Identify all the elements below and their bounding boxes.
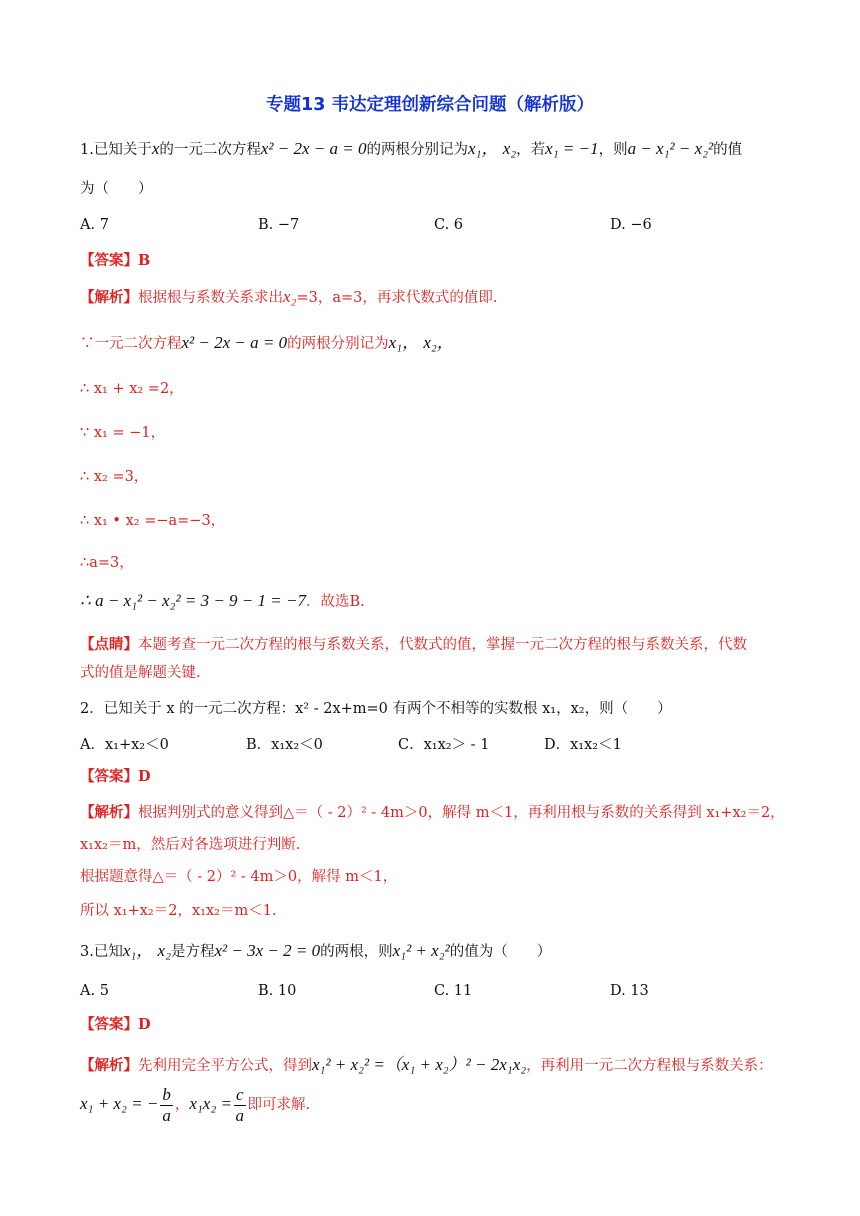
- q2-analysis-line-3: 根据题意得△＝（ - 2）² - 4m＞0，解得 m＜1，: [80, 869, 398, 885]
- q2-analysis-line-1: 【解析】根据判别式的意义得到△＝（ - 2）² - 4m＞0，解得 m＜1，再利用根与系数的关系得到 x₁+x₂＝2，: [80, 804, 785, 821]
- q2-option-d: D．x₁x₂＜1: [544, 737, 622, 753]
- q1-step-4: ∴ x₂ =3，: [80, 469, 149, 485]
- q3-analysis-line-2: x₁ + x₂ = − $\frac{b}{a}$ ，x₁x₂ = $\frac{c}{a}$ 即可求解.: [80, 1084, 311, 1125]
- q2-analysis-line-2: x₁x₂＝m，然后对各选项进行判断.: [80, 837, 301, 853]
- q2-analysis-line-4: 所以 x₁+x₂＝2，x₁x₂＝m＜1.: [80, 903, 277, 919]
- q3-equation: x² − 3x − 2 = 0: [214, 941, 321, 960]
- q1-step-5: ∴ x₁ • x₂ =−a=−3，: [80, 513, 226, 529]
- q3-answer: 【答案】D: [80, 1016, 151, 1033]
- document-title: 专题13 韦达定理创新综合问题（解析版）: [266, 95, 594, 115]
- q3-option-c: C. 11: [434, 983, 473, 999]
- q1-stem-line-1: 1.已知关于x的一元二次方程x² − 2x − a = 0的两根分别记为x₁， x₂，若x₁ = −1，则a − x₁² − x₂²的值: [80, 139, 743, 158]
- q3-option-d: D. 13: [610, 983, 649, 999]
- fraction-b-over-a: $\frac{b}{a}$: [162, 1084, 171, 1125]
- q1-answer: 【答案】B: [80, 252, 151, 269]
- q1-comment-line-2: 式的值是解题关键.: [80, 665, 201, 681]
- q1-step-7: ∴ a − x₁² − x₂² = 3 − 9 − 1 = −7．故选B.: [80, 591, 365, 610]
- q3-option-a: A. 5: [80, 983, 109, 999]
- q1-comment-line-1: 【点睛】本题考查一元二次方程的根与系数关系，代数式的值，掌握一元二次方程的根与系数关系，代数: [80, 636, 747, 653]
- q1-option-c: C. 6: [434, 217, 464, 233]
- q2-option-b: B．x₁x₂＜0: [246, 737, 323, 753]
- q3-analysis-line-1: 【解析】先利用完全平方公式，得到x₁² + x₂² =（x₁ + x₂）² − 2x₁x₂，再利用一元二次方程根与系数关系：: [80, 1055, 773, 1074]
- q2-stem: 2．已知关于 x 的一元二次方程：x² - 2x+m=0 有两个不相等的实数根 x₁，x₂，则（ ）: [80, 701, 672, 717]
- q2-option-a: A．x₁+x₂＜0: [80, 737, 169, 753]
- fraction-c-over-a: $\frac{c}{a}$: [235, 1084, 244, 1125]
- q1-option-d: D. −6: [610, 217, 652, 233]
- q2-answer: 【答案】D: [80, 768, 151, 785]
- q1-step-6: ∴a=3，: [80, 555, 134, 571]
- q1-option-b: B. −7: [258, 217, 300, 233]
- q1-stem-line-2: 为（ ）: [80, 181, 153, 197]
- q1-option-a: A. 7: [80, 217, 109, 233]
- q1-step-2: ∴ x₁ + x₂ =2，: [80, 381, 184, 397]
- q1-step-3: ∵ x₁ = −1，: [80, 425, 166, 441]
- q1-step-1: ∵一元二次方程x² − 2x − a = 0的两根分别记为x₁， x₂，: [80, 333, 454, 352]
- q3-stem: 3.已知x₁， x₂是方程x² − 3x − 2 = 0的两根，则x₁² + x₂²的值为（ ）: [80, 941, 552, 960]
- q1-equation: x² − 2x − a = 0: [260, 139, 367, 158]
- q3-option-b: B. 10: [258, 983, 297, 999]
- q2-option-c: C．x₁x₂＞ - 1: [398, 737, 490, 753]
- q1-analysis-intro: 【解析】根据根与系数关系求出x₂=3，a=3，再求代数式的值即.: [80, 287, 498, 306]
